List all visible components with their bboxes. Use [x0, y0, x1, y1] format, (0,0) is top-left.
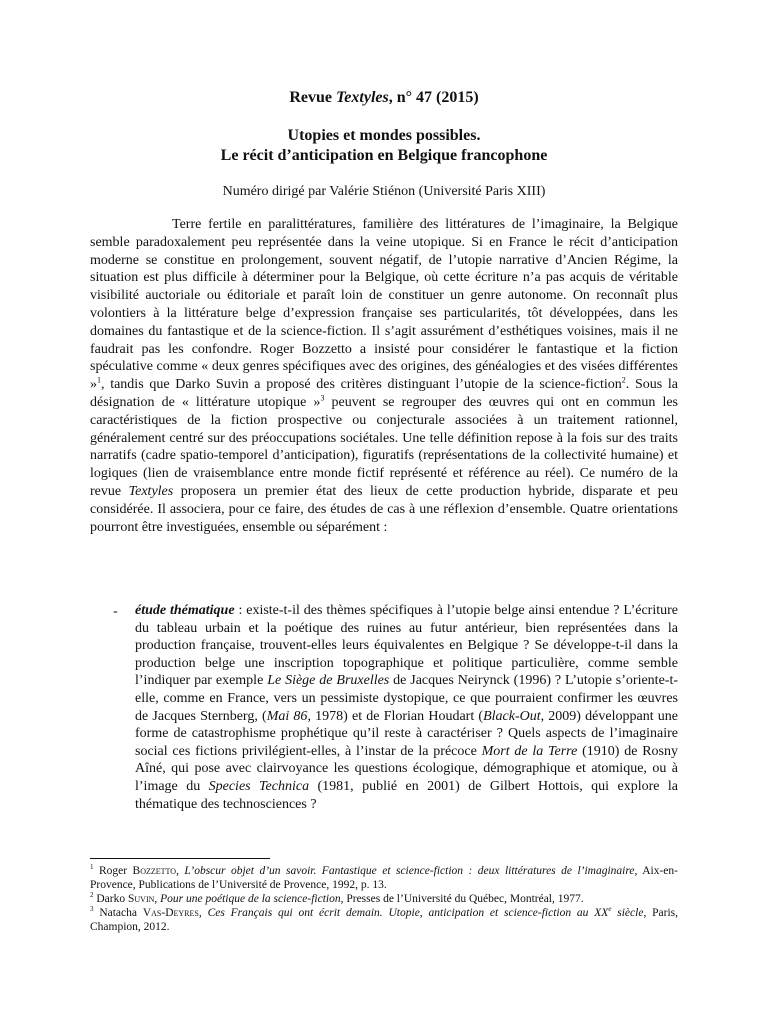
footnote-divider [90, 858, 270, 859]
footnote-2: $^2$ Darko Suvin, Pour une poétique de la science-fiction, Presses de l’Université du Québec, Montréal, 1977. [90, 891, 584, 905]
footnote-author: Suvin [128, 893, 155, 905]
issue-title [0, 88, 768, 107]
work-title: Mai 86 [266, 708, 308, 724]
intro-text-2: , tandis que Darko Suvin a proposé des critères distinguant l’utopie de la science-fiction [101, 377, 622, 393]
footnote-1: $^1$ Roger Bozzetto, L’obscur objet d’un savoir. Fantastique et science-fiction : deux littératures de l’imaginaire, Aix-en-Provence, Publications de l’Université de Provence, 1992, p. 13. [90, 863, 678, 891]
journal-name-inline: Textyles [128, 483, 174, 499]
work-title: Le Siège de Bruxelles [267, 673, 390, 689]
footnote-author: Vas-Deyres [142, 907, 199, 919]
footnote-ref-1: 1 [97, 375, 101, 385]
footnote-work: Pour une poétique de la science-fiction [160, 893, 341, 905]
list-item-label: étude thématique [135, 603, 235, 618]
issue-subtitle-line-1: Utopies et mondes possibles. [287, 127, 481, 144]
footnote-3: $^3$ Natacha Vas-Deyres, Ces Français qui ont écrit demain. Utopie, anticipation et science-fiction au XXe siècle, Paris, Champion, 2012. [90, 905, 679, 933]
intro-text-5: proposera un premier état des lieux de cette production hybride, disparate et peu considérée. Il associera, pour ce faire, des études de cas à une réflexion d’ensemble. Quatre orientations pourront être investiguées, ensemble ou séparément : [90, 483, 679, 535]
work-title: Black-Out [483, 708, 541, 724]
title-suffix: , n° 47 (2015) [388, 89, 479, 106]
work-title: Mort de la Terre [481, 743, 578, 759]
journal-name: Textyles [335, 89, 389, 106]
intro-text-1: Terre fertile en paralittératures, familière des littératures de l’imaginaire, la Belgique semble paradoxalement peu représentée dans la veine utopique. Si en France le récit d’anticipation moderne se constitue en prolongement, souvent négatif, de l’utopie narrative d’Ancien Régime, la situation est plus difficile à déterminer pour la Belgique, où cette écriture n’a pas acquis de véritable visibilité auctoriale ou éditoriale et paraît loin de constituer un genre autonome. On reconnaît plus volontiers à la littérature belge d’expression française ses particularités, tôt développées, dans les domaines du fantastique et de la science-fiction. Il s’agit assurément d’esthétiques voisines, mais il ne faudrait pas les confondre. Roger Bozzetto a insisté pour considérer le fantastique et la fiction spéculative comme « deux genres spécifiques avec des origines, des généalogies et des visées différentes » [90, 217, 678, 393]
footnote-author: Bozzetto [132, 865, 177, 877]
issue-editor: Numéro dirigé par Valérie Stiénon (Université Paris XIII) [222, 184, 546, 199]
intro-text-4: peuvent se regrouper des œuvres qui ont en commun les caractéristiques de la fiction prospective ou conjecturale associées à un traitement rationnel, généralement centré sur des préoccupations sociétales. Une telle définition repose à la fois sur des traits narratifs (cadre spatio-temporel d’anticipation), figuratifs (représentations de la collectivité humaine) et logiques (lien de vraisemblance entre monde fictif représenté et référence au réel). Ce numéro de la revue [90, 394, 678, 499]
footnote-ref-2: 2 [621, 375, 626, 385]
list-bullet: - [113, 604, 118, 619]
footnote-ref-3: 3 [320, 393, 325, 403]
footnote-work: Ces Français qui ont écrit demain. Utopie, anticipation et science-fiction au XXe siècle [207, 905, 644, 919]
work-title: Species Technica [208, 778, 310, 794]
list-item: étude thématique : existe-t-il des thèmes spécifiques à l’utopie belge ainsi entendue ? L’écriture du tableau urbain et la poétique des ruines au futur antérieur, bien représentées dans la production française, trouvent-elles leurs équivalentes en Belgique ? Se développe-t-il dans la production belge une inscription topographique et politique particulière, comme semble l’indiquer par exemple Le Siège de Bruxelles de Jacques Neirynck (1996) ? L’utopie s’oriente-t-elle, comme en France, vers un pessimiste dystopique, ce que pourraient confirmer les œuvres de Jacques Sternberg, (Mai 86, 1978) et de Florian Houdart (Black-Out, 2009) développant une forme de catastrophisme prophétique qu’il reste à caractériser ? Quels aspects de l’imaginaire social ces fictions privilégient-elles, à l’instar de la précoce Mort de la Terre (1910) de Rosny Aîné, qui pose avec clairvoyance les questions écologique, démographique et atomique, ou à l’image du Species Technica (1981, publié en 2001) de Gilbert Hottois, qui explore la thématique des technosciences ? [135, 603, 678, 812]
intro-paragraph [90, 216, 678, 536]
title-prefix: Revue [289, 89, 336, 106]
issue-subtitle-line-2: Le récit d’anticipation en Belgique francophone [220, 147, 548, 164]
footnote-work: L’obscur objet d’un savoir. Fantastique et science-fiction : deux littératures de l’imaginaire [184, 865, 635, 877]
intro-text-3: . Sous la désignation de « littérature utopique » [90, 377, 678, 410]
